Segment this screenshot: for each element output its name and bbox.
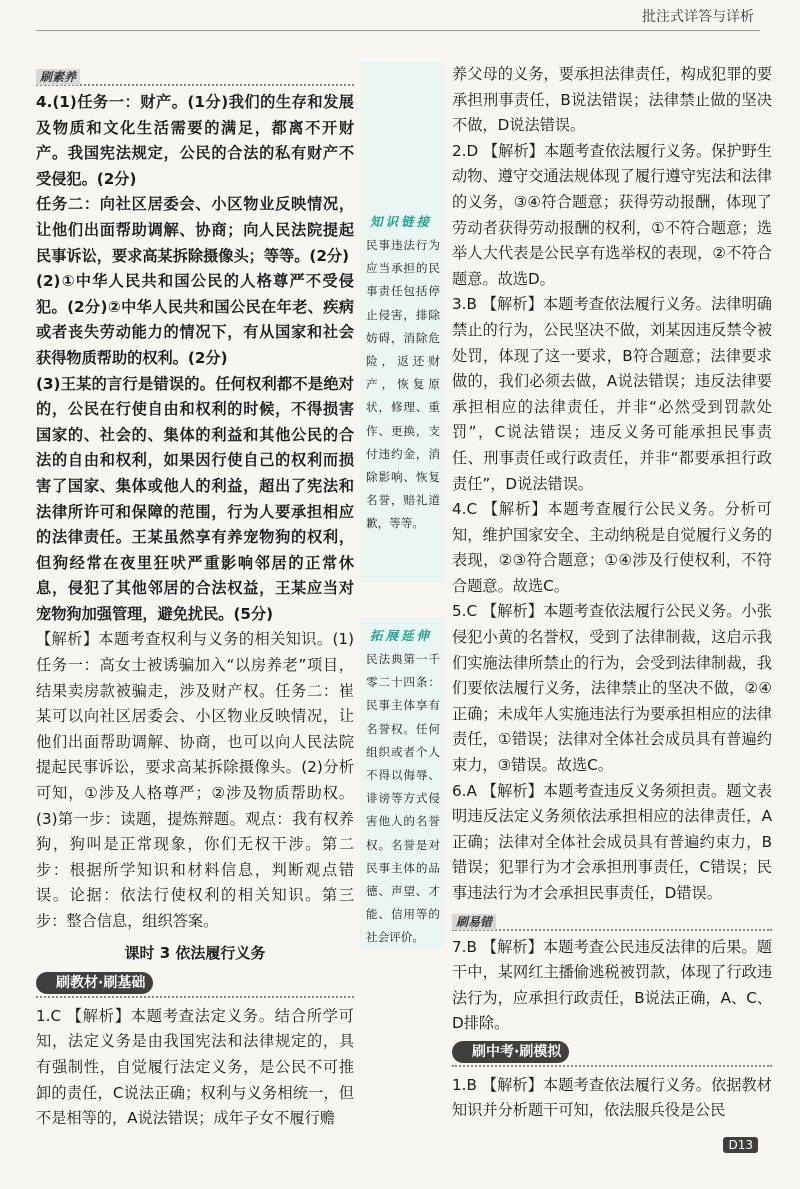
- answer-paragraph: (3)王某的言行是错误的。任何权利都不是绝对的，公民在行使自由和权利的时候，不得损害国家的、社会的、集体的利益和其他公民的合法的自由和权利，如果因行使自己的权利而损害了国家、集体或他人的利益，超出了宪法和法律所许可和保障的范围，行为人要承担相应的法律责任。王某虽然享有养宠物狗的权利，但狗经常在夜里狂吠严重影响邻居的正常休息，侵犯了其他邻居的合法权益，王某应当对宠物狗加强管理，避免扰民。(5分): [36, 374, 354, 623]
- section-tag: 刷易错: [452, 914, 496, 930]
- page-number: D13: [723, 1137, 758, 1153]
- answer-paragraph: 4.(1)任务一：财产。(1分)我们的生存和发展及物质和文化生活需要的满足，都离不开财产。我国宪法规定，公民的合法的私有财产不受侵犯。(2分): [36, 93, 354, 188]
- sidebar-title: 拓展延伸: [370, 628, 433, 643]
- section-tag-row: [452, 909, 772, 931]
- answer-paragraph: 任务二：向社区居委会、小区物业反映情况，让他们出面帮助调解、协商；向人民法院提起民事诉讼，要求高某拆除摄像头；等等。(2分): [36, 195, 354, 265]
- answer-paragraph: 3.B 【解析】本题考查依法履行义务。法律明确禁止的行为，公民坚决不做，刘某因违反禁令被处罚，体现了这一要求，B符合题意；法律要求做的，我们必须去做，A说法错误；违反法律要承担相应的法律责任，并非“必然受到罚款处罚”，C说法错误；违反义务可能承担民事责任、刑事责任或行政责任，并非“都要承担行政责任”，D说法错误。: [452, 295, 772, 493]
- answer-paragraph: 1.C 【解析】本题考查法定义务。结合所学可知，法定义务是由我国宪法和法律规定的，具有强制性，自觉履行法定义务，是公民不可推卸的责任，C说法正确；权利与义务相统一，但不是相等的，A说法错误；成年子女不履行赡: [36, 1006, 354, 1128]
- answer-paragraph: 7.B 【解析】本题考查公民违反法律的后果。题干中，某网红主播偷逃税被罚款，体现了行政违法行为，应承担行政责任，B说法正确，A、C、D排除。: [452, 937, 772, 1033]
- banner-row: [452, 1039, 772, 1067]
- answer-paragraph: 2.D 【解析】本题考查依法履行义务。保护野生动物、遵守交通法规体现了履行遵守宪法和法律的义务，③④符合题意；获得劳动报酬，体现了劳动者获得劳动报酬的权利，①不符合题意；选举人大代表是公民享有选举权的表现，②不符合题意。故选D。: [452, 141, 772, 288]
- sidebar-text: 民事违法行为应当承担的民事责任包括停止侵害，排除妨碍，消除危险，返还财产，恢复原状，修理、重作、更换，支付违约金，消除影响、恢复名誉，赔礼道歉，等等。: [366, 238, 440, 531]
- sidebar-knowledge-link: [360, 62, 444, 582]
- answer-paragraph: (2)①中华人民共和国公民的人格尊严不受侵犯。(2分)②中华人民共和国公民在年老、疾病或者丧失劳动能力的情况下，有从国家和社会获得物质帮助的权利。(2分): [36, 272, 354, 367]
- answer-paragraph: 5.C 【解析】本题考查依法履行公民义务。小张侵犯小黄的名誉权，受到了法律制裁，这启示我们实施法律所禁止的行为，会受到法律制裁，我们要依法履行义务，法律禁止的坚决不做，②④正确；未成年人实施违法行为要承担相应的法律责任，①错误；法律对全体社会成员具有普遍约束力，③错误。故选C。: [452, 602, 772, 775]
- header-divider: [36, 30, 760, 31]
- left-column: [36, 62, 354, 1132]
- banner-row: [36, 970, 354, 998]
- answer-paragraph: 1.B 【解析】本题考查依法履行义务。依据教材知识并分析题干可知，依法服兵役是公民: [452, 1075, 772, 1120]
- answer-paragraph: 4.C 【解析】本题考查履行公民义务。分析可知，维护国家安全、主动纳税是自觉履行义务的表现，②③符合题意；①④涉及行使权利，不符合题意。故选C。: [452, 500, 772, 595]
- section-banner: 刷教材·刷基础: [36, 972, 153, 994]
- sidebar-extension: [360, 618, 444, 948]
- sidebar-text: 民法典第一千零二十四条：民事主体享有名誉权。任何组织或者个人不得以侮辱、诽谤等方式侵害他人的名誉权。名誉是对民事主体的品德、声望、才能、信用等的社会评价。: [366, 652, 440, 945]
- analysis-paragraph: 【解析】本题考查权利与义务的相关知识。(1)任务一：高女士被诱骗加入“以房养老”项目，结果卖房款被骗走，涉及财产权。任务二：崔某可以向社区居委会、小区物业反映情况，让他们出面帮助调解、协商，也可以向人民法院提起民事诉讼，要求高某拆除摄像头。(2)分析可知，①涉及人格尊严；②涉及物质帮助权。(3)第一步：读题，提炼辩题。观点：我有权养狗，狗叫是正常现象，你们无权干涉。第二步：根据所学知识和材料信息，判断观点错误。论据：依法行使权利的相关知识。第三步：整合信息，组织答案。: [36, 630, 354, 930]
- section-tag-row: [36, 64, 354, 86]
- answer-paragraph: 6.A 【解析】本题考查违反义务须担责。题文表明违反法定义务须依法承担相应的法律责任，A正确；法律对全体社会成员具有普遍约束力，B错误；犯罪行为才会承担刑事责任，C错误；民事违法行为才会承担民事责任，D错误。: [452, 781, 772, 902]
- right-column: [452, 62, 772, 1124]
- page-header-title: 批注式详答与详析: [642, 9, 754, 25]
- sidebar-title: 知识链接: [370, 214, 433, 229]
- section-tag: 刷素养: [36, 69, 80, 85]
- section-banner: 刷中考·刷模拟: [452, 1041, 569, 1063]
- lesson-title: 课时 3 依法履行义务: [124, 943, 266, 962]
- answer-paragraph: 养父母的义务，要承担法律责任，构成犯罪的要承担刑事责任，B说法错误；法律禁止做的坚决不做，D说法错误。: [452, 65, 772, 135]
